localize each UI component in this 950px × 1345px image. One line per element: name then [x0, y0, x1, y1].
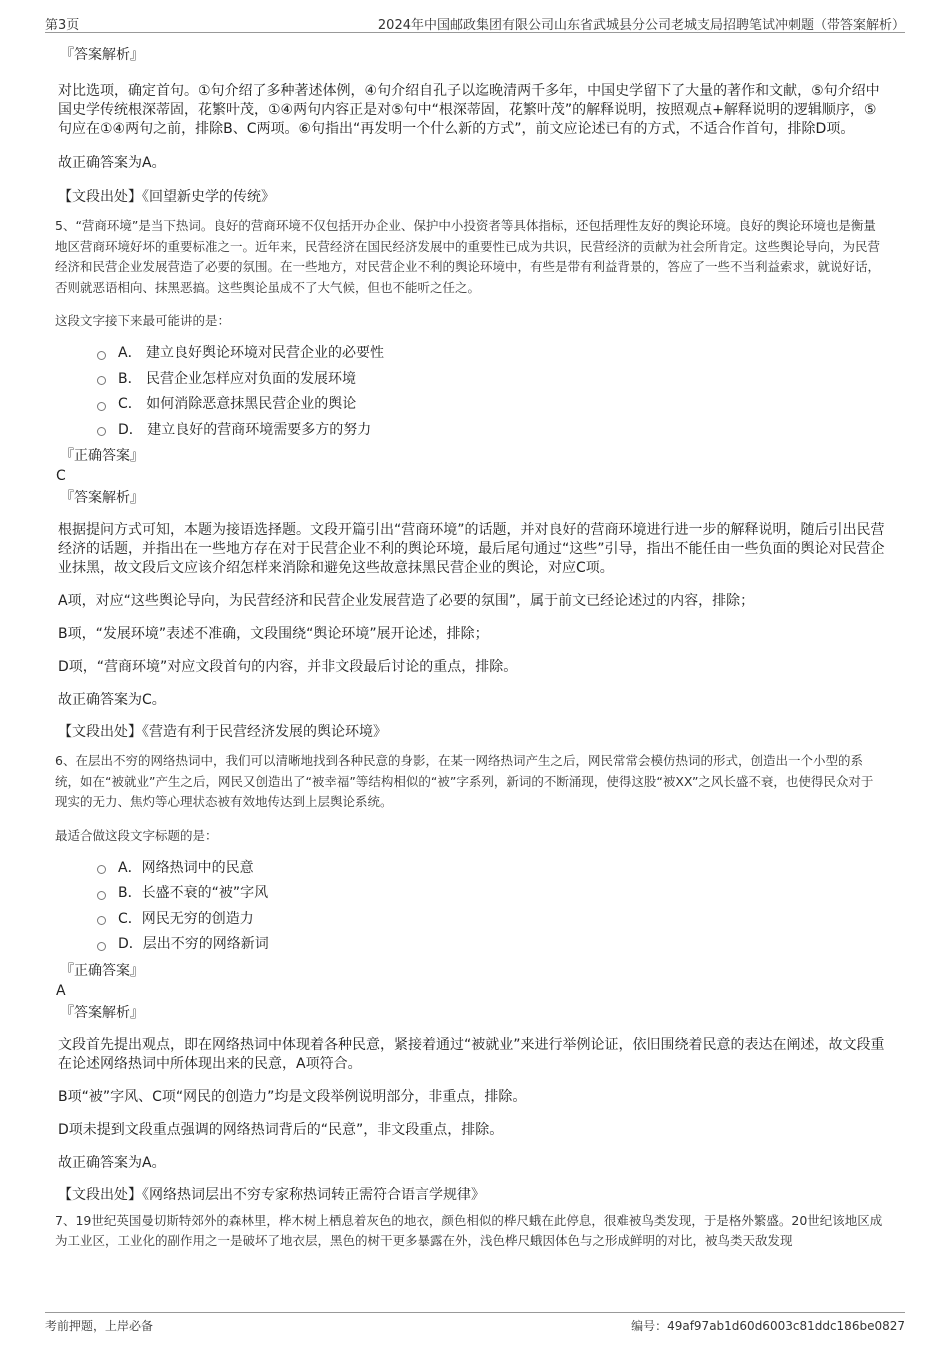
correct-answer: C: [56, 468, 66, 484]
analysis-conclusion: 故正确答案为A。: [58, 155, 166, 171]
option-a[interactable]: A． 建立良好舆论环境对民营企业的必要性: [97, 341, 885, 367]
footer-slogan: 考前押题，上岸必备: [45, 1319, 154, 1333]
correct-answer-tag: 『正确答案』: [60, 962, 144, 979]
option-a[interactable]: A．网络热词中的民意: [97, 856, 885, 882]
option-c[interactable]: C．网民无穷的创造力: [97, 907, 885, 933]
answer-analysis-tag: 『答案解析』: [60, 1004, 144, 1021]
analysis-paragraph: D项未提到文段重点强调的网络热词背后的“民意”，非文段重点，排除。: [58, 1121, 504, 1138]
option-b[interactable]: B． 民营企业怎样应对负面的发展环境: [97, 367, 885, 393]
correct-answer-tag: 『正确答案』: [60, 448, 144, 464]
passage-source: 【文段出处】《营造有利于民营经济发展的舆论环境》: [58, 724, 387, 740]
analysis-conclusion: 故正确答案为A。: [58, 1154, 166, 1171]
radio-icon[interactable]: [97, 402, 106, 411]
question-5-passage: 5、“营商环境”是当下热词。良好的营商环境不仅包括开办企业、保护中小投资者等具体指标，还包括理性友好的舆论环境。良好的舆论环境也是衡量地区营商环境好坏的重要标准之一。近年来，民营经济在国民经济发展中的重要性已成为共识，民营经济的贡献为社会所肯定。这些舆论导向，为民营经济和民营企业发展营造了必要的氛围。在一些地方，对民营企业不利的舆论环境中，有些是带有利益背景的，答应了一些不当利益索求，就说好话，否则就恶语相向、抹黑恶搞。这些舆论虽成不了大气候，但也不能听之任之。: [55, 218, 881, 295]
analysis-paragraph: D项，“营商环境”对应文段首句的内容，并非文段最后讨论的重点，排除。: [58, 659, 518, 675]
question-5-prompt: 这段文字接下来最可能讲的是：: [55, 313, 231, 328]
document-id: 编号：49af97ab1d60d6003c81ddc186be0827: [631, 1319, 905, 1333]
document-title: 2024年中国邮政集团有限公司山东省武城县分公司老城支局招聘笔试冲刺题（带答案解析）: [377, 18, 905, 33]
analysis-paragraph: 根据提问方式可知，本题为接语选择题。文段开篇引出“营商环境”的话题，并对良好的营商环境进行进一步的解释说明，随后引出民营经济的话题，并指出在一些地方存在对于民营企业不利的舆论环境，最后尾句通过“这些”引导，指出不能任由一些负面的舆论对民营企业抹黑，故文段后文应该介绍怎样来消除和避免这些故意抹黑民营企业的舆论，对应C项。: [58, 522, 885, 576]
passage-source: 【文段出处】《网络热词层出不穷专家称热词转正需符合语言学规律》: [58, 1186, 485, 1203]
question-7-passage: 7、19世纪英国曼切斯特郊外的森林里，桦木树上栖息着灰色的地衣，颜色相似的桦尺蛾在此停息，很难被鸟类发现，于是格外繁盛。20世纪该地区成为工业区，工业化的副作用之一是破坏了地衣层，黑色的树干更多暴露在外，浅色桦尺蛾因体色与之形成鲜明的对比，被鸟类天敌发现: [55, 1212, 883, 1248]
radio-icon[interactable]: [97, 865, 106, 874]
analysis-paragraph: B项，“发展环境”表述不准确，文段围绕“舆论环境”展开论述，排除；: [58, 626, 489, 642]
analysis-paragraph: B项“被”字风、C项“网民的创造力”均是文段举例说明部分，非重点，排除。: [58, 1088, 527, 1105]
page-number: 第3页: [45, 18, 80, 33]
correct-answer: A: [56, 982, 66, 999]
question-6-prompt: 最适合做这段文字标题的是：: [55, 827, 218, 843]
radio-icon[interactable]: [97, 916, 106, 925]
passage-source: 【文段出处】《回望新史学的传统》: [58, 189, 275, 205]
answer-analysis-tag: 『答案解析』: [60, 490, 144, 506]
question-6-passage: 6、在层出不穷的网络热词中，我们可以清晰地找到各种民意的身影，在某一网络热词产生之后，网民常常会模仿热词的形式，创造出一个小型的系统，如在“被就业”产生之后，网民又创造出了“被幸福”等结构相似的“被”字系列，新词的不断涌现，使得这股“被XX”之风长盛不衰，也使得民众对于现实的无力、焦灼等心理状态被有效地传达到上层舆论系统。: [55, 753, 874, 809]
analysis-paragraph: 对比选项，确定首句。①句介绍了多种著述体例，④句介绍自孔子以迄晚清两千多年，中国史学留下了大量的著作和文献，⑤句介绍中国史学传统根深蒂固，花繁叶茂，①④两句内容正是对⑤句中“根深蒂固，花繁叶茂”的解释说明，按照观点+解释说明的逻辑顺序，⑤句应在①④两句之前，排除B、C两项。⑥句指出“再发明一个什么新的方式”，前文应论述已有的方式，不适合作首句，排除D项。: [58, 83, 880, 137]
answer-analysis-tag: 『答案解析』: [60, 47, 144, 63]
page-footer: [45, 1312, 905, 1335]
document-body: [55, 44, 885, 1252]
radio-icon[interactable]: [97, 891, 106, 900]
question-6-options: [97, 856, 885, 958]
radio-icon[interactable]: [97, 942, 106, 951]
analysis-paragraph: 文段首先提出观点，即在网络热词中体现着各种民意，紧接着通过“被就业”来进行举例论证，依旧围绕着民意的表达在阐述，故文段重在论述网络热词中所体现出来的民意，A项符合。: [58, 1036, 885, 1072]
question-5-options: [97, 341, 885, 443]
radio-icon[interactable]: [97, 376, 106, 385]
analysis-conclusion: 故正确答案为C。: [58, 692, 166, 708]
option-b[interactable]: B．长盛不衰的“被”字风: [97, 881, 885, 907]
radio-icon[interactable]: [97, 427, 106, 436]
analysis-paragraph: A项，对应“这些舆论导向，为民营经济和民营企业发展营造了必要的氛围”，属于前文已经论述过的内容，排除；: [58, 593, 755, 609]
option-c[interactable]: C． 如何消除恶意抹黑民营企业的舆论: [97, 392, 885, 418]
option-d[interactable]: D． 建立良好的营商环境需要多方的努力: [97, 418, 885, 444]
option-d[interactable]: D．层出不穷的网络新词: [97, 932, 885, 958]
page-header: [45, 14, 905, 33]
radio-icon[interactable]: [97, 351, 106, 360]
